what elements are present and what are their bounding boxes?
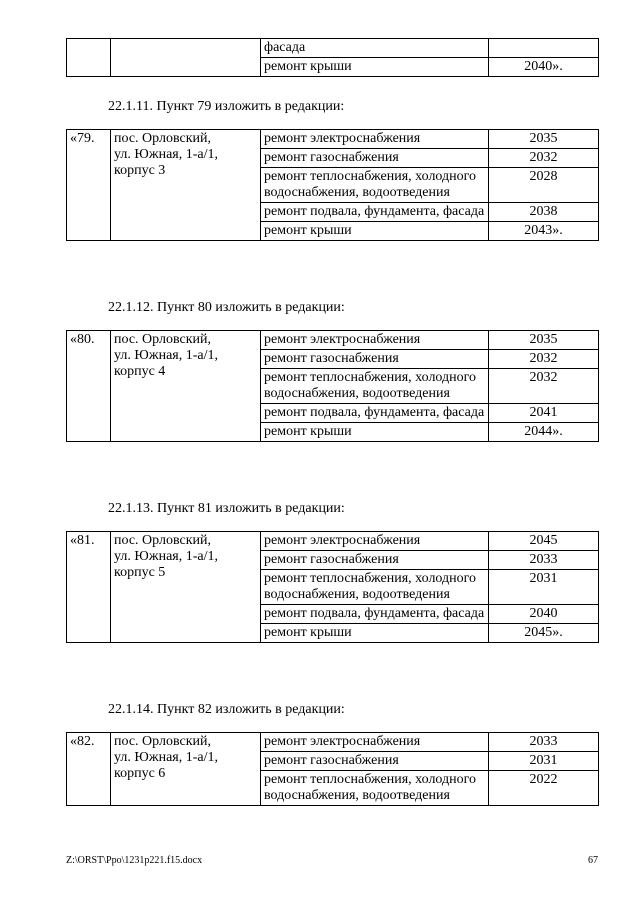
year-cell: 2038 [489,203,599,222]
table-row [67,39,599,58]
section-heading: 22.1.14. Пункт 82 изложить в редакции: [108,702,345,717]
table-row [67,532,599,551]
work-cell: ремонт крыши [261,624,489,643]
year-cell: 2044». [489,423,599,442]
year-cell: 2032 [489,369,599,404]
year-cell: 2035 [489,130,599,149]
work-cell: фасада [261,39,489,58]
year-cell: 2022 [489,771,599,806]
work-cell: ремонт электроснабжения [261,733,489,752]
year-cell: 2035 [489,331,599,350]
work-cell: ремонт подвала, фундамента, фасада [261,605,489,624]
work-cell: ремонт электроснабжения [261,130,489,149]
year-cell: 2045 [489,532,599,551]
address-cell [111,39,261,77]
work-cell: ремонт крыши [261,423,489,442]
work-cell: ремонт подвала, фундамента, фасада [261,404,489,423]
section-table [66,531,599,643]
section-heading: 22.1.11. Пункт 79 изложить в редакции: [108,99,345,114]
work-cell: ремонт крыши [261,222,489,241]
year-cell: 2041 [489,404,599,423]
page-number: 67 [588,855,598,866]
section-table [66,330,599,442]
work-cell: ремонт подвала, фундамента, фасада [261,203,489,222]
work-cell: ремонт электроснабжения [261,532,489,551]
work-cell: ремонт теплоснабжения, холодного водоснабжения, водоотведения [261,168,489,203]
item-number: «80. [67,331,111,442]
continuation-table [66,38,599,77]
year-cell: 2031 [489,570,599,605]
year-cell: 2040». [489,58,599,77]
address-cell: пос. Орловский, ул. Южная, 1-а/1, корпус 3 [111,130,261,241]
address-cell: пос. Орловский, ул. Южная, 1-а/1, корпус 4 [111,331,261,442]
item-number: «82. [67,733,111,806]
footer-file-path: Z:\ORST\Ppo\1231p221.f15.docx [66,855,203,866]
table-row [67,733,599,752]
year-cell: 2045». [489,624,599,643]
year-cell: 2033 [489,551,599,570]
work-cell: ремонт газоснабжения [261,350,489,369]
year-cell: 2032 [489,350,599,369]
year-cell: 2028 [489,168,599,203]
address-cell: пос. Орловский, ул. Южная, 1-а/1, корпус 5 [111,532,261,643]
work-cell: ремонт газоснабжения [261,149,489,168]
work-cell: ремонт теплоснабжения, холодного водоснабжения, водоотведения [261,570,489,605]
table-row [67,130,599,149]
num-cell [67,39,111,77]
item-number: «81. [67,532,111,643]
year-cell [489,39,599,58]
year-cell: 2031 [489,752,599,771]
work-cell: ремонт теплоснабжения, холодного водоснабжения, водоотведения [261,369,489,404]
year-cell: 2033 [489,733,599,752]
section-table [66,732,599,806]
work-cell: ремонт электроснабжения [261,331,489,350]
work-cell: ремонт газоснабжения [261,551,489,570]
work-cell: ремонт крыши [261,58,489,77]
section-table [66,129,599,241]
year-cell: 2040 [489,605,599,624]
work-cell: ремонт газоснабжения [261,752,489,771]
item-number: «79. [67,130,111,241]
work-cell: ремонт теплоснабжения, холодного водоснабжения, водоотведения [261,771,489,806]
table-row [67,331,599,350]
year-cell: 2032 [489,149,599,168]
address-cell: пос. Орловский, ул. Южная, 1-а/1, корпус 6 [111,733,261,806]
year-cell: 2043». [489,222,599,241]
section-heading: 22.1.12. Пункт 80 изложить в редакции: [108,300,345,315]
section-heading: 22.1.13. Пункт 81 изложить в редакции: [108,501,345,516]
